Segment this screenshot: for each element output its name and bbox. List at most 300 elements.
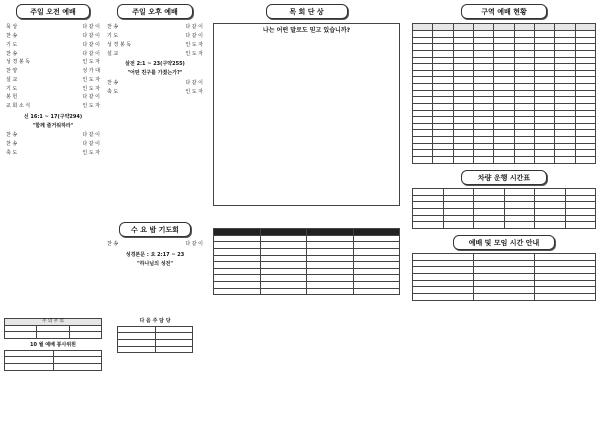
zone-row-cell: [514, 123, 534, 130]
zone-row-cell: [433, 137, 453, 144]
order-item: 봉 헌: [6, 94, 18, 101]
zone-row-cell: [453, 57, 473, 64]
finance-row-cell: [214, 248, 261, 255]
schedule-row: [413, 287, 596, 294]
zone-row-cell: [555, 150, 575, 157]
zone-row-cell: [453, 90, 473, 97]
zone-row: [413, 77, 596, 84]
schedule-row-cell: [535, 274, 596, 281]
schedule-row-cell: [413, 293, 474, 300]
order-item: 축 도: [6, 149, 18, 156]
zone-row-cell: [494, 150, 514, 157]
finance-row: [214, 288, 400, 295]
finance-row: [214, 242, 400, 249]
zone-row-cell: [494, 44, 514, 51]
order-leader: 인 도 자: [82, 59, 100, 66]
worship-order-row: [4, 131, 102, 140]
zone-row-cell: [473, 50, 493, 57]
worship-order-row: [105, 79, 205, 88]
zone-row-cell: [575, 57, 595, 64]
table-header-cell: [555, 24, 575, 31]
bus-row-cell: [413, 215, 444, 222]
order-item: 찬 송: [6, 132, 18, 139]
zone-row-cell: [534, 110, 554, 117]
zone-row-cell: [433, 156, 453, 163]
duty-row-cell: [37, 332, 69, 339]
zone-row-cell: [494, 50, 514, 57]
next-duty-row-cell: [118, 326, 156, 333]
zone-row-cell: [453, 44, 473, 51]
zone-row-cell: [413, 150, 433, 157]
table-header-cell: [307, 229, 354, 236]
duty-table-title: 주 의 주 의: [5, 319, 102, 326]
bus-row-cell: [535, 202, 566, 209]
zone-row-cell: [575, 97, 595, 104]
bus-row-cell: [504, 215, 535, 222]
zone-row-cell: [514, 90, 534, 97]
order-item: 찬 송: [107, 24, 119, 31]
finance-row-cell: [307, 235, 354, 242]
next-week-duty: [117, 318, 193, 353]
zone-row-cell: [575, 143, 595, 150]
zone-row-cell: [453, 31, 473, 38]
serve-row-cell: [5, 350, 54, 357]
table-header-cell: [214, 229, 261, 236]
zone-row-cell: [494, 97, 514, 104]
zone-row-cell: [494, 57, 514, 64]
afternoon-worship-order-2: [105, 79, 205, 97]
zone-row-cell: [514, 77, 534, 84]
schedule-row-cell: [535, 287, 596, 294]
next-duty-row-cell: [118, 340, 156, 347]
zone-row-cell: [473, 143, 493, 150]
order-leader: 인 도 자: [185, 41, 203, 48]
zone-row-cell: [494, 123, 514, 130]
worship-order-row: [105, 41, 205, 50]
duty-row-cell: [69, 332, 101, 339]
schedule-row-cell: [474, 260, 535, 267]
bus-row-cell: [443, 222, 474, 229]
zone-row-cell: [534, 44, 554, 51]
bus-row-cell: [443, 208, 474, 215]
bus-row-cell: [443, 215, 474, 222]
wednesday-prayer-title: 수 요 밤 기도회: [119, 222, 191, 237]
serve-table: [4, 342, 102, 371]
finance-row-cell: [214, 255, 261, 262]
worship-order-row: [4, 102, 102, 111]
serve-row-cell: [53, 357, 102, 364]
order-leader: 다 같 이: [185, 79, 203, 86]
zone-row-cell: [534, 137, 554, 144]
bus-row-cell: [474, 189, 505, 196]
zone-row: [413, 123, 596, 130]
table-header-cell: [494, 24, 514, 31]
pastor-column: [213, 0, 400, 424]
order-leader: 다 같 이: [82, 141, 100, 148]
zone-row-cell: [473, 57, 493, 64]
zone-row-cell: [473, 64, 493, 71]
zone-row-cell: [433, 123, 453, 130]
worship-order-row: [4, 23, 102, 32]
order-detail: [17, 24, 82, 31]
zone-row-cell: [514, 64, 534, 71]
zone-row: [413, 150, 596, 157]
morning-worship-order: [4, 23, 102, 111]
finance-section: [213, 228, 400, 295]
zone-row-cell: [413, 84, 433, 91]
order-leader: 다 같 이: [82, 33, 100, 40]
zone-row: [413, 117, 596, 124]
zone-row-cell: [575, 64, 595, 71]
schedule-row-cell: [413, 287, 474, 294]
zone-row-cell: [433, 143, 453, 150]
order-leader: 다 같 이: [185, 33, 203, 40]
zone-row-cell: [534, 64, 554, 71]
bus-row-cell: [474, 215, 505, 222]
zone-row-cell: [473, 84, 493, 91]
worship-order-row: [4, 58, 102, 67]
zone-row-cell: [413, 44, 433, 51]
zone-row-cell: [473, 31, 493, 38]
zone-row-cell: [514, 156, 534, 163]
finance-row-cell: [260, 288, 307, 295]
order-detail: [17, 77, 82, 84]
article-title: 나는 어떤 말로도 믿고 있습니까?: [262, 27, 351, 35]
zone-row: [413, 64, 596, 71]
next-duty-row: [118, 340, 193, 347]
schedule-row-cell: [474, 287, 535, 294]
zone-row-cell: [514, 130, 534, 137]
zone-row-cell: [534, 50, 554, 57]
order-item: 기 도: [107, 33, 119, 40]
worship-order-row: [4, 41, 102, 50]
finance-row-cell: [353, 242, 400, 249]
zone-row-cell: [575, 70, 595, 77]
serve-row-cell: [5, 357, 54, 364]
zone-row-cell: [473, 70, 493, 77]
zone-row-cell: [433, 37, 453, 44]
zone-row: [413, 103, 596, 110]
next-duty-row-cell: [118, 346, 156, 353]
finance-row-cell: [214, 282, 261, 289]
zone-row-cell: [433, 64, 453, 71]
worship-order-row: [4, 32, 102, 41]
schedule-title: 예배 및 모임 시간 안내: [453, 235, 555, 250]
finance-row-cell: [353, 255, 400, 262]
finance-row-cell: [307, 275, 354, 282]
zone-row-cell: [433, 31, 453, 38]
zone-row-cell: [473, 97, 493, 104]
finance-row-cell: [214, 262, 261, 269]
zone-row-cell: [514, 150, 534, 157]
table-header-cell: [413, 24, 433, 31]
bus-row-cell: [504, 202, 535, 209]
zone-row-cell: [413, 70, 433, 77]
schedule-row: [413, 274, 596, 281]
bus-row-cell: [535, 215, 566, 222]
bus-row-cell: [443, 189, 474, 196]
zone-row-cell: [494, 77, 514, 84]
order-detail: [17, 141, 82, 148]
zone-row-cell: [555, 50, 575, 57]
bus-row-cell: [565, 195, 596, 202]
zone-row-cell: [555, 77, 575, 84]
morning-worship-column: [4, 0, 102, 424]
zone-row-cell: [413, 77, 433, 84]
finance-row-cell: [353, 275, 400, 282]
zone-row-cell: [433, 90, 453, 97]
zone-row-cell: [473, 123, 493, 130]
table-header-cell: [453, 24, 473, 31]
zone-row-cell: [433, 84, 453, 91]
schedule-row-cell: [535, 254, 596, 261]
finance-row-cell: [260, 248, 307, 255]
zone-row: [413, 57, 596, 64]
order-leader: 다 같 이: [82, 132, 100, 139]
wednesday-bible-reference: 성경본문 : 요 2:17 ~ 23: [125, 252, 185, 259]
serve-row: [5, 364, 102, 371]
zone-row-cell: [413, 143, 433, 150]
zone-row-cell: [514, 57, 534, 64]
zone-row-cell: [514, 110, 534, 117]
zone-row-cell: [453, 117, 473, 124]
bus-schedule-title: 차량 운행 시간표: [461, 170, 547, 185]
afternoon-worship-order: [105, 23, 205, 58]
zone-row-cell: [534, 84, 554, 91]
worship-order-row: [105, 50, 205, 59]
finance-row-cell: [260, 242, 307, 249]
table-header-cell: [433, 24, 453, 31]
zone-row-cell: [555, 110, 575, 117]
table-header-row: [214, 229, 400, 236]
zone-row-cell: [514, 103, 534, 110]
zone-row: [413, 90, 596, 97]
zone-row-cell: [575, 90, 595, 97]
zone-row-cell: [413, 64, 433, 71]
zone-row-cell: [555, 64, 575, 71]
zone-row-cell: [555, 123, 575, 130]
zone-row-cell: [473, 37, 493, 44]
order-detail: [30, 59, 82, 66]
zone-row-cell: [534, 123, 554, 130]
serve-row: [5, 350, 102, 357]
zone-row-cell: [514, 37, 534, 44]
zone-row-cell: [534, 97, 554, 104]
pastor-column-title: 목 회 단 상: [266, 4, 348, 19]
table-header-cell: [473, 24, 493, 31]
worship-order-row: [4, 50, 102, 59]
zone-row: [413, 31, 596, 38]
schedule-row-cell: [413, 260, 474, 267]
finance-row-cell: [307, 268, 354, 275]
schedule-row-cell: [535, 267, 596, 274]
schedule-row: [413, 267, 596, 274]
order-detail: [118, 33, 185, 40]
serve-row-cell: [53, 350, 102, 357]
zone-row-cell: [575, 117, 595, 124]
zone-row-cell: [514, 50, 534, 57]
table-header-cell: [260, 229, 307, 236]
zone-row-cell: [575, 103, 595, 110]
bus-row-cell: [535, 208, 566, 215]
order-item: 축 도: [107, 88, 119, 95]
duty-row: [5, 325, 102, 332]
zone-row-cell: [555, 103, 575, 110]
order-leader: 다 같 이: [185, 241, 203, 248]
zone-row-cell: [575, 110, 595, 117]
order-detail: [118, 241, 185, 248]
schedule-row: [413, 293, 596, 300]
finance-row: [214, 282, 400, 289]
schedule-row-cell: [413, 274, 474, 281]
zone-row-cell: [575, 123, 595, 130]
schedule-row: [413, 254, 596, 261]
zone-row-cell: [413, 97, 433, 104]
finance-row-cell: [353, 288, 400, 295]
order-item: 기 도: [6, 85, 18, 92]
bus-row-cell: [474, 202, 505, 209]
zone-row-cell: [555, 137, 575, 144]
zone-row-cell: [433, 103, 453, 110]
zone-row-cell: [473, 150, 493, 157]
zone-row: [413, 44, 596, 51]
bus-row-cell: [535, 195, 566, 202]
zone-row-cell: [494, 70, 514, 77]
zone-row-cell: [473, 103, 493, 110]
zone-row-cell: [555, 130, 575, 137]
zone-row-cell: [534, 90, 554, 97]
zone-row-cell: [555, 44, 575, 51]
zone-row-cell: [534, 77, 554, 84]
zone-row-cell: [514, 84, 534, 91]
order-detail: [17, 86, 82, 93]
zone-row-cell: [453, 137, 473, 144]
zone-row-cell: [413, 123, 433, 130]
zone-row: [413, 137, 596, 144]
zone-row-cell: [494, 64, 514, 71]
bus-row-cell: [504, 208, 535, 215]
zone-row-cell: [453, 37, 473, 44]
order-leader: 다 같 이: [82, 94, 100, 101]
pastor-article: [213, 23, 400, 206]
zone-row-cell: [453, 156, 473, 163]
zone-row: [413, 70, 596, 77]
zone-row-cell: [453, 84, 473, 91]
schedule-row-cell: [413, 254, 474, 261]
afternoon-worship-column: [105, 0, 205, 424]
finance-row-cell: [353, 262, 400, 269]
next-duty-row-cell: [155, 333, 193, 340]
zone-row-cell: [413, 37, 433, 44]
zone-row-cell: [413, 156, 433, 163]
afternoon-worship-title: 주일 오후 예배: [117, 4, 193, 19]
order-leader: 성 가 대: [82, 68, 100, 75]
worship-order-row: [105, 23, 205, 32]
next-duty-row-cell: [155, 346, 193, 353]
table-header-cell: [575, 24, 595, 31]
schedule-row: [413, 260, 596, 267]
next-duty-row-cell: [155, 340, 193, 347]
zone-row-cell: [473, 117, 493, 124]
zone-row-cell: [453, 143, 473, 150]
zone-row-cell: [494, 117, 514, 124]
finance-row-cell: [214, 235, 261, 242]
zone-row-cell: [494, 130, 514, 137]
worship-order-row: [4, 140, 102, 149]
zone-row-cell: [555, 84, 575, 91]
zone-row-cell: [575, 50, 595, 57]
zone-row: [413, 97, 596, 104]
morning-worship-title: 주일 오전 예배: [16, 4, 90, 19]
zone-row-cell: [575, 77, 595, 84]
bus-row: [413, 202, 596, 209]
bus-schedule-section: [412, 170, 596, 229]
next-duty-row-cell: [155, 326, 193, 333]
worship-order-row: [4, 149, 102, 158]
zone-row-cell: [453, 110, 473, 117]
order-item: 찬 송: [6, 141, 18, 148]
zone-row-cell: [575, 31, 595, 38]
order-detail: [118, 89, 185, 96]
order-leader: 다 같 이: [82, 41, 100, 48]
finance-row-cell: [260, 282, 307, 289]
wednesday-prayer-section: [105, 222, 205, 270]
schedule-row-cell: [413, 267, 474, 274]
zone-row-cell: [494, 31, 514, 38]
bus-row: [413, 215, 596, 222]
zone-row-cell: [494, 110, 514, 117]
order-item: 설 교: [6, 76, 18, 83]
schedule-row-cell: [413, 280, 474, 287]
order-detail: [17, 94, 82, 101]
zone-row-cell: [575, 44, 595, 51]
zone-row-cell: [555, 57, 575, 64]
zone-row-cell: [453, 64, 473, 71]
zone-row-cell: [534, 117, 554, 124]
order-detail: [17, 42, 82, 49]
bus-row-cell: [413, 202, 444, 209]
zone-row-cell: [555, 97, 575, 104]
order-leader: 다 같 이: [185, 24, 203, 31]
order-leader: 인 도 자: [82, 149, 100, 156]
table-header-cell: [534, 24, 554, 31]
order-leader: 인 도 자: [185, 88, 203, 95]
finance-row-cell: [353, 248, 400, 255]
zone-row-cell: [453, 103, 473, 110]
table-header-cell: [353, 229, 400, 236]
bus-row-cell: [413, 195, 444, 202]
order-item: 찬 송: [107, 79, 119, 86]
zone-row-cell: [555, 143, 575, 150]
zone-row-cell: [555, 31, 575, 38]
zone-row-cell: [413, 90, 433, 97]
zone-row-cell: [575, 137, 595, 144]
finance-row-cell: [214, 288, 261, 295]
next-duty-row: [118, 346, 193, 353]
bus-row-cell: [443, 195, 474, 202]
zone-row: [413, 84, 596, 91]
bus-row: [413, 222, 596, 229]
zone-row: [413, 156, 596, 163]
bus-row-cell: [443, 202, 474, 209]
zone-row-cell: [534, 37, 554, 44]
zone-row-cell: [433, 117, 453, 124]
bus-row-cell: [504, 189, 535, 196]
finance-row-cell: [214, 275, 261, 282]
worship-order-row: [105, 32, 205, 41]
next-duty-row-cell: [118, 333, 156, 340]
order-item: 성 경 봉 독: [6, 59, 31, 66]
